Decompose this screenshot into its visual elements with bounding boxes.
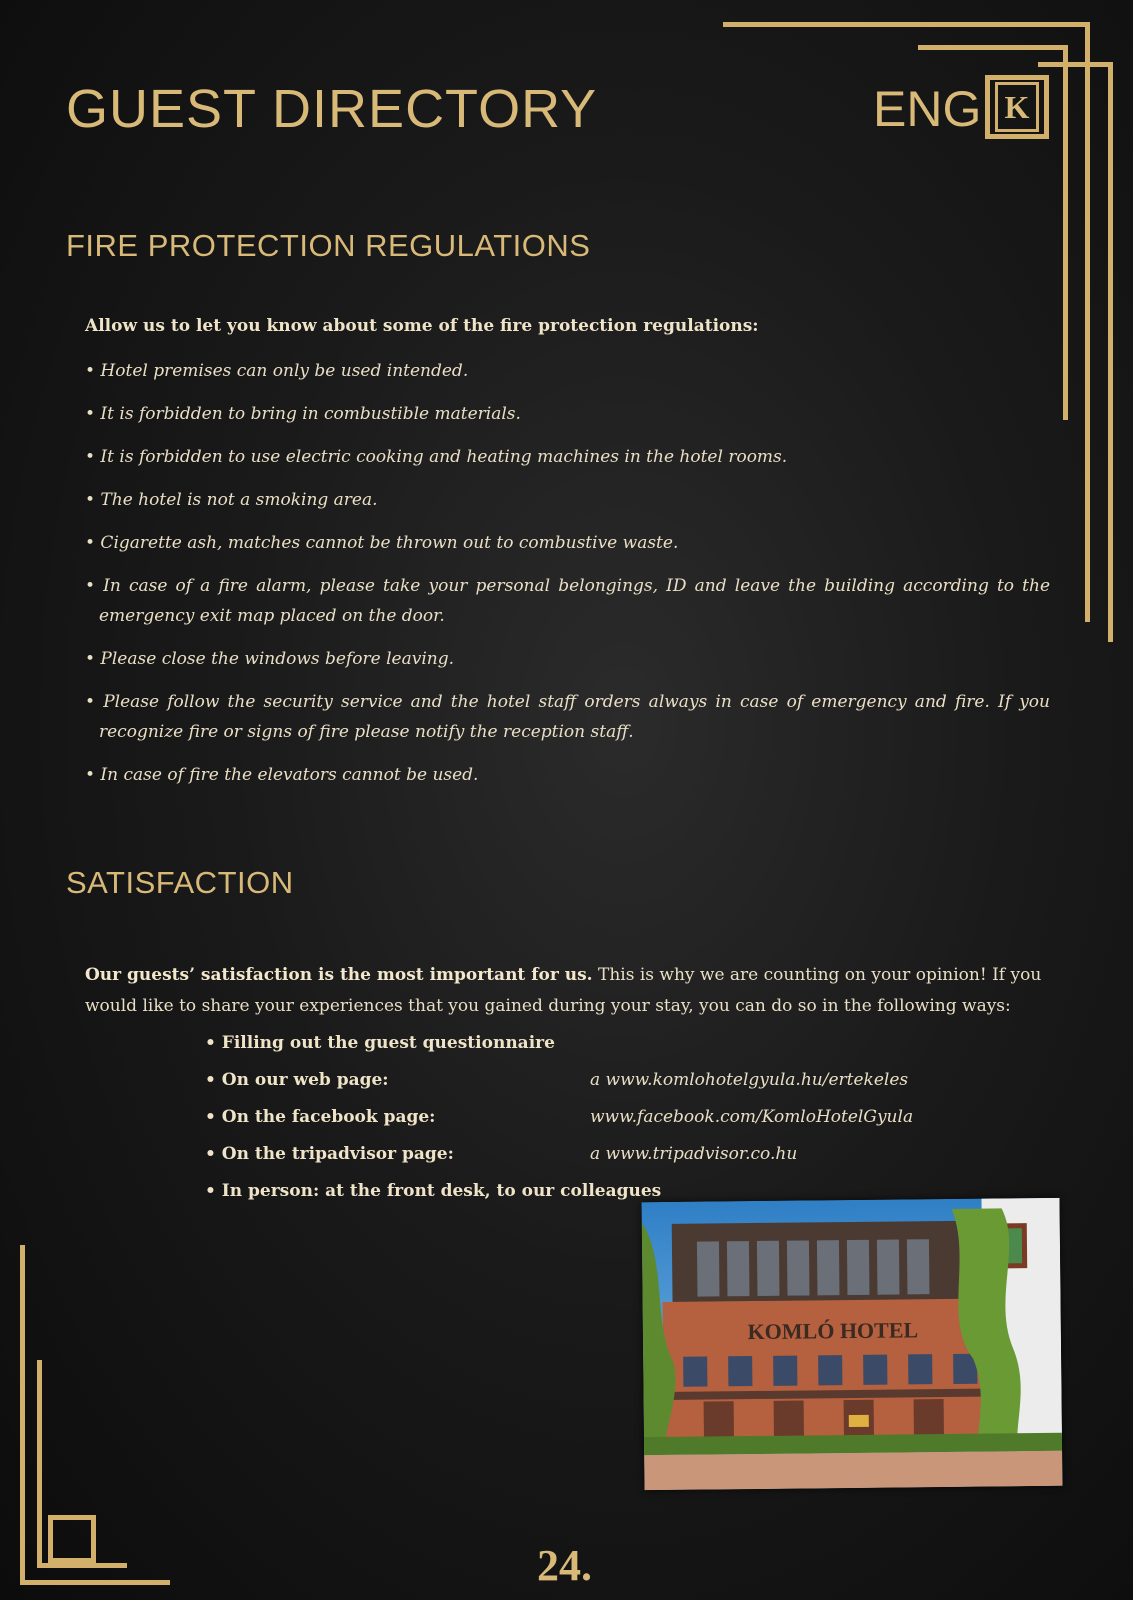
page-number: 24. (537, 1541, 592, 1590)
fire-regulations-list (85, 356, 1050, 803)
way-label: • On our web page: (205, 1070, 389, 1090)
page-title: GUEST DIRECTORY (66, 79, 598, 139)
fire-section-heading: FIRE PROTECTION REGULATIONS (66, 228, 591, 263)
list-item: • Please follow the security service and the hotel staff orders always in case of emergency and fire. If you recognize fire or signs of fire please notify the reception staff. (85, 692, 1050, 742)
way-label: • On the tripadvisor page: (205, 1144, 454, 1164)
list-item (205, 1101, 1005, 1138)
way-label: • On the facebook page: (205, 1107, 436, 1127)
language-label: ENG (873, 81, 982, 137)
frame-line (20, 1580, 170, 1585)
satisfaction-intro (85, 960, 1050, 1022)
satisfaction-section-heading: SATISFACTION (66, 865, 294, 900)
frame-line (20, 1245, 25, 1585)
frame-line (1063, 45, 1068, 420)
frame-line (1108, 62, 1113, 642)
satisfaction-intro-bold: Our guests’ satisfaction is the most important for us. (85, 965, 593, 985)
frame-line (1085, 22, 1090, 622)
list-item (205, 1027, 1005, 1064)
hotel-logo (985, 75, 1049, 139)
list-item: • It is forbidden to bring in combustible materials. (85, 404, 521, 424)
website-link[interactable]: a www.komlohotelgyula.hu/ertekeles (590, 1070, 909, 1090)
list-item (205, 1064, 1005, 1101)
list-item: • In case of a fire alarm, please take your personal belongings, ID and leave the building according to the emergency exit map placed on the door. (85, 576, 1050, 626)
frame-line (723, 22, 1090, 27)
list-item: • Please close the windows before leaving. (85, 649, 455, 669)
hotel-illustration (642, 1198, 1063, 1490)
frame-line (37, 1360, 42, 1565)
frame-line (1038, 62, 1113, 67)
list-item: • In case of fire the elevators cannot be used. (85, 765, 479, 785)
hotel-photo (642, 1198, 1063, 1490)
list-item: • It is forbidden to use electric cooking and heating machines in the hotel rooms. (85, 447, 788, 467)
frame-line (37, 1563, 127, 1568)
fire-intro: Allow us to let you know about some of the fire protection regulations: (85, 316, 759, 336)
satisfaction-intro-text: This is why we are counting on your opinion! If you would like to share your experiences that you gained during your stay, you can do so in the following ways: (85, 965, 1042, 1016)
way-label: • Filling out the guest questionnaire (205, 1033, 555, 1053)
list-item: • The hotel is not a smoking area. (85, 490, 378, 510)
frame-line (918, 45, 1068, 50)
list-item: • Hotel premises can only be used intended. (85, 361, 469, 381)
tripadvisor-link[interactable]: a www.tripadvisor.co.hu (590, 1144, 798, 1164)
feedback-ways-list (205, 1027, 1005, 1212)
logo-letter: K (995, 82, 1039, 132)
frame-square (48, 1515, 96, 1563)
way-label: • In person: at the front desk, to our colleagues (205, 1181, 662, 1201)
list-item: • Cigarette ash, matches cannot be thrown out to combustive waste. (85, 533, 679, 553)
hotel-sign: KOMLÓ HOTEL (747, 1317, 919, 1345)
facebook-link[interactable]: www.facebook.com/KomloHotelGyula (590, 1107, 914, 1127)
list-item (205, 1138, 1005, 1175)
